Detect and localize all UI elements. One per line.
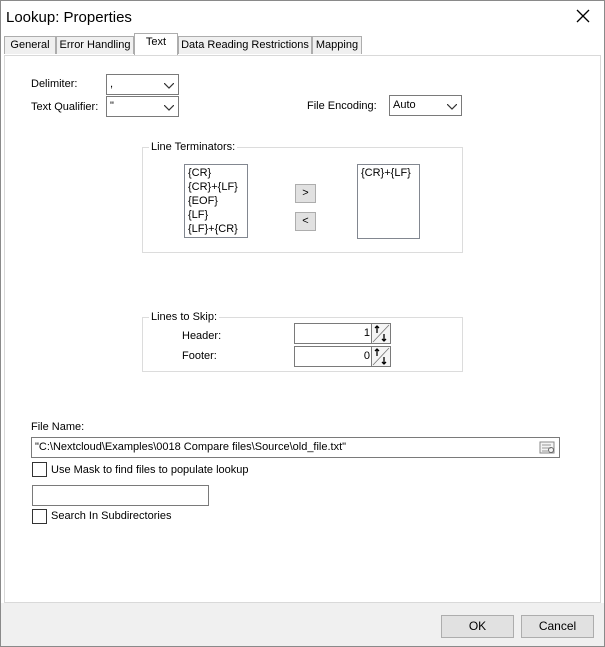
tab-mapping[interactable]: Mapping [312, 36, 362, 54]
dialog-title: Lookup: Properties [6, 9, 132, 26]
footer-label: Footer: [182, 350, 217, 362]
search-subdirectories-checkbox[interactable] [32, 509, 47, 524]
remove-terminator-button[interactable]: < [295, 212, 316, 231]
delimiter-value: , [110, 78, 114, 90]
browse-file-icon[interactable] [539, 440, 556, 458]
header-label: Header: [182, 330, 222, 342]
chevron-down-icon [164, 103, 174, 110]
file-encoding-value: Auto [393, 99, 416, 111]
list-item[interactable]: {CR}+{LF} [361, 167, 411, 179]
text-tab-panel [4, 55, 601, 603]
close-icon[interactable] [573, 6, 593, 26]
chevron-down-icon [447, 102, 457, 109]
line-terminators-group [142, 141, 463, 253]
lines-to-skip-group [142, 311, 463, 372]
text-qualifier-label: Text Qualifier: [31, 101, 99, 113]
tab-error-handling[interactable]: Error Handling [56, 36, 134, 54]
chevron-down-icon [164, 81, 174, 88]
spin-arrows-icon[interactable] [371, 347, 390, 366]
mask-input[interactable] [32, 485, 209, 506]
text-qualifier-value: " [110, 100, 114, 112]
text-qualifier-combo[interactable] [106, 96, 179, 117]
add-terminator-button[interactable]: > [295, 184, 316, 203]
available-terminators-list[interactable] [184, 164, 248, 238]
search-subdirectories-label: Search In Subdirectories [51, 510, 172, 522]
list-item[interactable]: {LF} [188, 209, 209, 221]
tab-data-reading-restrictions[interactable]: Data Reading Restrictions [178, 36, 312, 54]
lines-to-skip-legend: Lines to Skip: [151, 311, 218, 323]
file-name-input[interactable] [31, 437, 560, 458]
file-encoding-label: File Encoding: [307, 100, 377, 112]
header-spinner[interactable] [294, 323, 391, 344]
dialog-footer [1, 603, 604, 646]
footer-spinner[interactable] [294, 346, 391, 367]
tab-strip [1, 33, 604, 55]
delimiter-combo[interactable] [106, 74, 179, 95]
list-item[interactable]: {LF}+{CR} [188, 223, 238, 235]
file-name-value: "C:\Nextcloud\Examples\0018 Compare files\Source\old_file.txt" [35, 441, 347, 453]
file-encoding-combo[interactable] [389, 95, 462, 116]
header-value: 1 [363, 327, 370, 339]
selected-terminators-list[interactable] [357, 164, 420, 239]
list-item[interactable]: {CR}+{LF} [188, 181, 238, 193]
list-item[interactable]: {CR} [188, 167, 212, 179]
cancel-button[interactable]: Cancel [521, 615, 594, 638]
tab-general[interactable]: General [4, 36, 56, 54]
tab-text[interactable]: Text [134, 33, 178, 55]
line-terminators-legend: Line Terminators: [151, 141, 236, 153]
use-mask-checkbox[interactable] [32, 462, 47, 477]
file-name-label: File Name: [31, 421, 85, 433]
ok-button[interactable]: OK [441, 615, 514, 638]
footer-value: 0 [363, 350, 370, 362]
use-mask-label: Use Mask to find files to populate lookup [51, 464, 249, 476]
delimiter-label: Delimiter: [31, 78, 78, 90]
title-bar [1, 1, 604, 33]
spin-arrows-icon[interactable] [371, 324, 390, 343]
list-item[interactable]: {EOF} [188, 195, 218, 207]
